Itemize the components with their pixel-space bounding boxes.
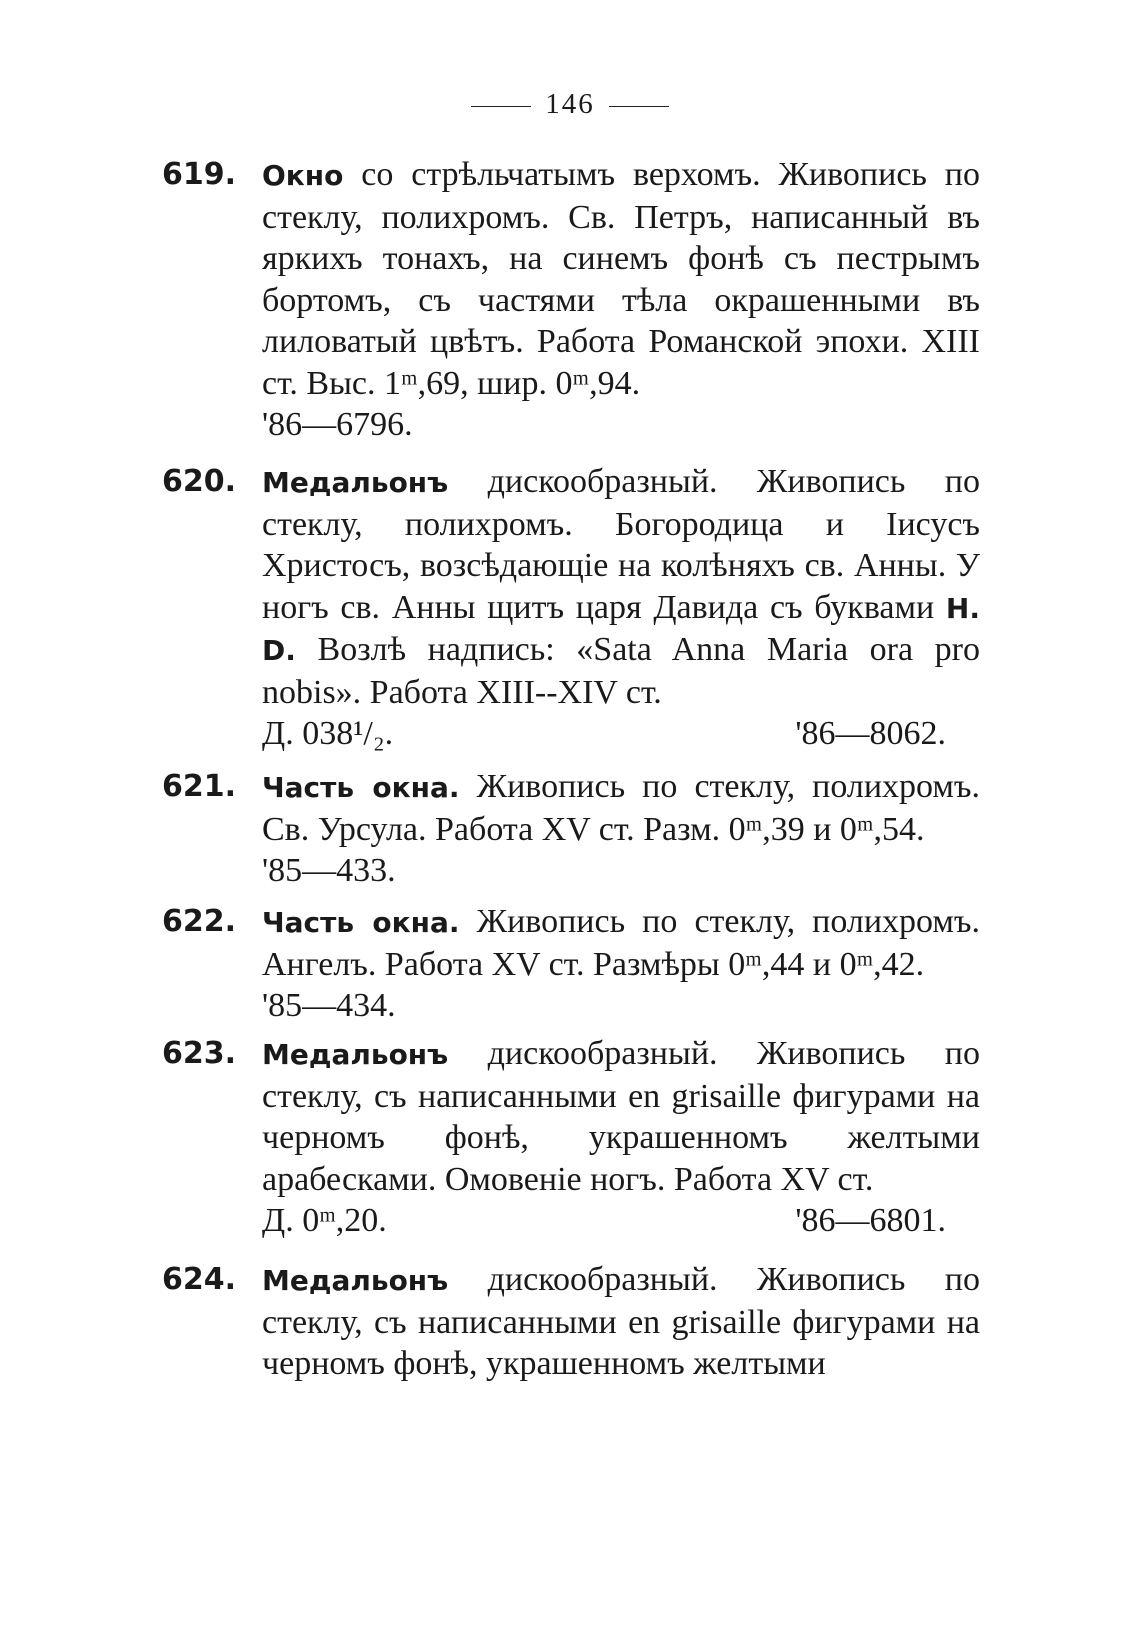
entry-description: дискообразный. Живопись по стеклу, полихромъ. Богородица и Іисусъ Христосъ, возсѣдающіе на колѣняхъ св. Анны. У ногъ св. Анны щитъ царя Давида съ буквами (262, 463, 980, 626)
page-header (0, 88, 1140, 121)
size-and-inventory (262, 713, 980, 755)
inventory-number: '85—433. (262, 852, 396, 889)
entry-number: 624. (162, 1262, 237, 1297)
entry-description: Живопись по стеклу, полихромъ. Ангелъ. Работа XV ст. Размѣры 0ᵐ,44 и 0ᵐ,42. (262, 903, 981, 983)
catalog-entry-619 (162, 154, 981, 446)
inventory-number: '86—6801. (795, 1202, 946, 1239)
entry-title: Медальонъ (262, 466, 449, 499)
entry-size: Д. 0ᵐ,20. (262, 1202, 387, 1239)
entry-title: Медальонъ (262, 1264, 449, 1297)
entry-number: 622. (162, 904, 237, 939)
entry-number: 623. (162, 1036, 237, 1071)
entry-title: Часть окна. (262, 771, 460, 804)
entry-size: Д. 038¹/₂. (262, 715, 394, 752)
catalog-entry-621 (162, 766, 981, 892)
entry-description: дискообразный. Живопись по стеклу, съ написанными en grisaille фигурами на черномъ фонѣ, украшенномъ желтыми (262, 1261, 980, 1382)
inscription-letters: H. D. (262, 591, 980, 667)
entry-number: 621. (162, 769, 237, 804)
catalog-entry-623 (162, 1033, 980, 1242)
inventory-number: '85—434. (262, 987, 396, 1024)
entry-description: дискообразный. Живопись по стеклу, съ написанными en grisaille фигурами на черномъ фонѣ, украшенномъ желтыми арабесками. Омовеніе ногъ. Работа XV ст. (262, 1035, 980, 1198)
entry-title: Окно (262, 159, 344, 192)
header-rule-right (609, 106, 669, 107)
inventory-number: '86—8062. (795, 715, 946, 752)
entry-description: со стрѣльчатымъ верхомъ. Живопись по стеклу, полихромъ. Св. Петръ, написанный въ яркихъ тонахъ, на синемъ фонѣ съ пестрымъ бортомъ, съ частями тѣла окрашенными въ лиловатый цвѣтъ. Работа Романской эпохи. XIII ст. Выс. 1ᵐ,69, шир. 0ᵐ,94. (262, 156, 981, 402)
entry-number: 619. (162, 157, 237, 192)
catalog-entry-622 (162, 901, 981, 1027)
entry-title: Часть окна. (262, 906, 460, 939)
inventory-number: '86—6796. (262, 406, 413, 443)
catalog-entry-620 (162, 461, 981, 755)
size-and-inventory (262, 1200, 980, 1242)
entry-title: Медальонъ (262, 1038, 449, 1071)
catalog-entry-624 (162, 1259, 980, 1385)
entry-description-cont: Возлѣ надпись: «Sata Anna Maria ora pro nobis». Работа XIII--XIV ст. (262, 631, 981, 711)
entry-number: 620. (162, 464, 237, 499)
entry-description: Живопись по стеклу, полихромъ. Св. Урсула. Работа XV ст. Разм. 0ᵐ,39 и 0ᵐ,54. (262, 768, 981, 848)
page-number: 146 (545, 88, 595, 120)
header-rule-left (471, 106, 531, 107)
